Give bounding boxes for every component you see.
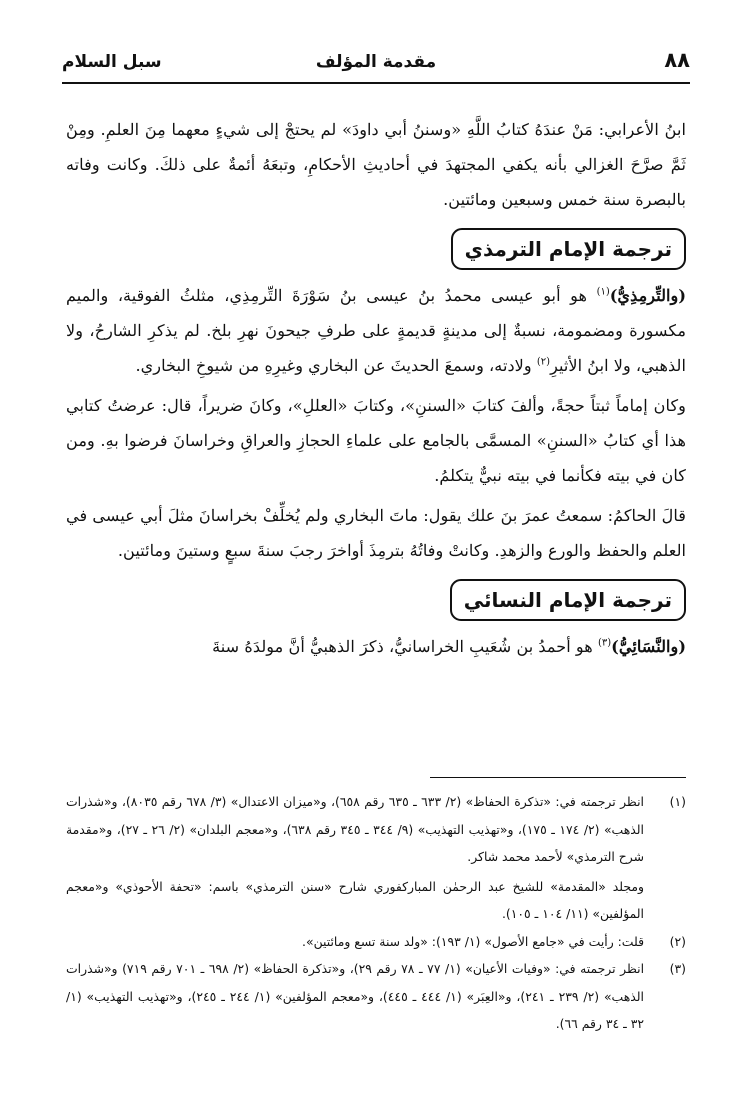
lemma-nasai: (والنَّسَائِيُّ) bbox=[611, 637, 686, 656]
book-title: سبل السلام bbox=[62, 52, 162, 72]
paragraph-al-hakim: قالَ الحاكمُ: سمعتُ عمرَ بنَ علك يقول: ماتَ البخاري ولم يُخلِّفْ بخراسانَ مثلَ أبي عيسى في العلم والحفظ والورع والزهدِ. وكانتْ وفاتُهُ بترمِذَ أواخرَ رجبَ سنةَ سبعٍ وستينَ ومائتين. bbox=[66, 506, 686, 560]
paragraph-ibn-al-arabi: ابنُ الأعرابي: مَنْ عندَهُ كتابُ اللَّهِ «وسننُ أبي داودَ» لم يحتجْ إلى شيءٍ معهما مِنَ العلمِ. ومِنْ ثَمَّ صرَّحَ الغزالي بأنه يكفي المجتهدَ في أحاديثِ الأحكامِ، وتبعَهُ أئمةٌ على ذلكَ. وكانت وفاته بالبصرة سنة خمس وسبعين ومائتين. bbox=[66, 120, 686, 209]
paragraph-tirmidhi-text-b: ولادته، وسمعَ الحديثَ عن البخاري وغيرِهِ من شيوخِ البخاري. bbox=[135, 356, 537, 375]
page-number: ٨٨ bbox=[664, 48, 690, 72]
main-text bbox=[66, 112, 686, 664]
footnote-number: (٢) bbox=[669, 933, 686, 949]
footnote-text: انظر ترجمته في: «تذكرة الحفاظ» (٢/ ٦٣٣ ـ ٦٣٥ رقم ٦٥٨)، و«ميزان الاعتدال» (٣/ ٦٧٨ رقم ٨٠٣٥)، و«شذرات الذهب» (٢/ ١٧٤ ـ ١٧٥)، و«تهذيب التهذيب» (٩/ ٣٤٤ ـ ٣٤٥ رقم ٦٣٨)، و«معجم البلدان» (٢/ ٢٦ ـ ٢٧)، و«مقدمة شرح الترمذي» لأحمد محمد شاكر. bbox=[66, 794, 644, 864]
paragraph-nasai-text: هو أحمدُ بن شُعَيبِ الخراسانيُّ، ذكرَ الذهبيُّ أنَّ مولدَهُ سنةَ bbox=[212, 637, 598, 656]
heading-row-tirmidhi bbox=[66, 217, 686, 278]
section-heading-tirmidhi: ترجمة الإمام الترمذي bbox=[451, 228, 686, 270]
footnote-number: (٣) bbox=[669, 961, 686, 976]
running-title: مقدمة المؤلف bbox=[315, 52, 437, 72]
lemma-tirmidhi: (والتِّرمِذِيُّ) bbox=[609, 286, 686, 305]
footnote-1-continuation: ومجلد «المقدمة» للشيخ عبد الرحمٰن المباركفوري شارح «سنن الترمذي» باسم: «تحفة الأحوذي» و«معجم المؤلفين» (١١/ ١٠٤ ـ ١٠٥). bbox=[66, 878, 644, 921]
footnotes bbox=[66, 788, 686, 1038]
footnote-text: انظر ترجمته في: «وفيات الأعيان» (١/ ٧٧ ـ ٧٨ رقم ٢٩)، و«تذكرة الحفاظ» (٢/ ٦٩٨ ـ ٧٠١ رقم ٧١٩) و«شذرات الذهب» (٢/ ٢٣٩ ـ ٢٤١)، و«العِبَر» (١/ ٤٤٤ ـ ٤٤٥)، و«معجم المؤلفين» (١/ ٢٤٤ ـ ٢٤٥)، و«تهذيب التهذيب» (١/ ٣٢ ـ ٣٤ رقم ٦٦). bbox=[66, 961, 645, 1031]
running-header bbox=[62, 48, 690, 80]
footnote-ref-3: (٣) bbox=[597, 637, 612, 649]
paragraph-tirmidhi-bio bbox=[66, 278, 686, 383]
footnote-number: (١) bbox=[669, 794, 686, 809]
paragraph-tirmidhi-text-a: هو أبو عيسى محمدُ بنُ عيسى بنُ سَوْرَةَ التِّرمِذِي، مثلثُ الفوقية، والميم مكسورة ومضمومة، نسبةٌ إلى مدينةٍ قديمةٍ على طرفِ جيحونَ نهرِ بلخ. لم يذكرِ الشارحُ، ولا الذهبي، ولا ابنُ الأثيرِ bbox=[66, 286, 686, 375]
footnote-2 bbox=[66, 928, 686, 956]
header-rule bbox=[62, 82, 690, 84]
footnote-text: قلت: رأيت في «جامع الأصول» (١/ ١٩٣): «ولد سنة تسع ومائتين». bbox=[302, 933, 644, 949]
paragraph-nasai-bio bbox=[66, 629, 686, 664]
paragraph-tirmidhi-sunan: وكان إماماً ثبتاً حجةً، وألفَ كتابَ «السننِ»، وكتابَ «العللِ»، وكانَ ضريراً، قال: عرضتُ كتابي هذا أي كتابُ «السننِ» المسمَّى بالجامع على علماءِ الحجازِ والعراقِ وخراسانَ فرضوا بهِ. ومن كان في بيته فكأنما في بيته نبيٌّ يتكلمُ. bbox=[66, 396, 686, 485]
footnote-ref-2: (٢) bbox=[536, 356, 551, 368]
footnote-3 bbox=[66, 955, 686, 1038]
footnote-ref-1: (١) bbox=[596, 286, 610, 298]
section-heading-nasai: ترجمة الإمام النسائي bbox=[450, 579, 686, 621]
footnote-separator bbox=[430, 777, 686, 778]
heading-row-nasai bbox=[66, 568, 686, 629]
footnote-1 bbox=[66, 788, 686, 871]
